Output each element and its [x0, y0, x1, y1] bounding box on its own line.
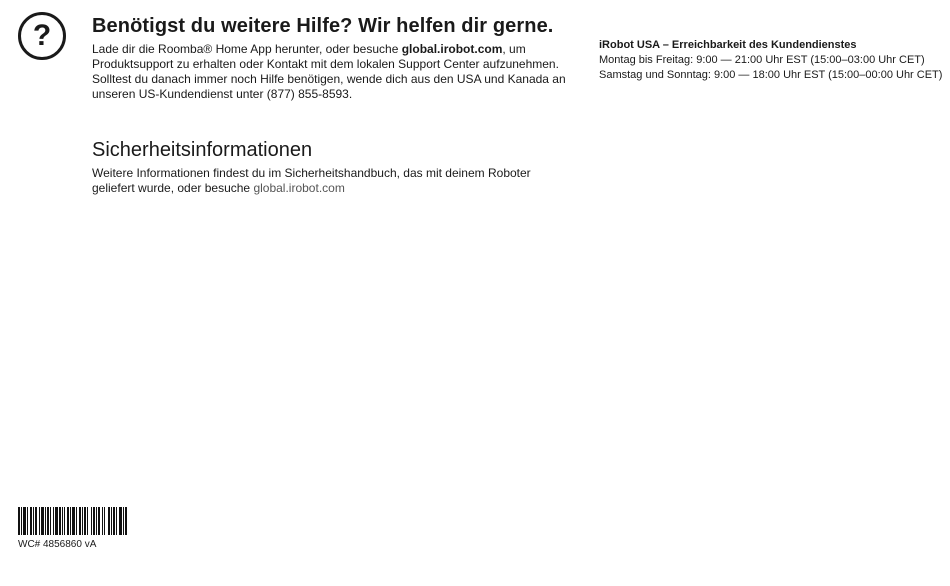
safety-paragraph [92, 166, 572, 196]
barcode-bar [111, 507, 112, 535]
barcode-bar [21, 507, 22, 535]
help-text-part1: Lade dir die Roomba® Home App herunter, oder besuche [92, 42, 402, 56]
barcode-bar [91, 507, 92, 535]
help-paragraph [92, 42, 572, 102]
safety-heading: Sicherheitsinformationen [92, 139, 313, 161]
barcode-bar [55, 507, 58, 535]
barcode-bar [93, 507, 95, 535]
barcode-bar [62, 507, 63, 535]
barcode-bar [33, 507, 34, 535]
barcode-bar [82, 507, 83, 535]
barcode-bar [53, 507, 54, 535]
help-link[interactable]: global.irobot.com [401, 42, 503, 56]
question-circle-icon: ? [18, 12, 66, 60]
barcode-bar [39, 507, 40, 535]
barcode-bar [116, 507, 117, 535]
barcode-bar [98, 507, 100, 535]
barcode [18, 507, 208, 535]
safety-link[interactable]: global.irobot.com [253, 181, 345, 195]
service-hours-weekdays: Montag bis Freitag: 9:00 — 21:00 Uhr EST (15:00–03:00 Uhr CET) [599, 54, 925, 66]
barcode-bar [72, 507, 75, 535]
barcode-bar [45, 507, 46, 535]
barcode-bar [102, 507, 103, 535]
barcode-bar [23, 507, 26, 535]
barcode-bar [76, 507, 77, 535]
barcode-bar [87, 507, 88, 535]
safety-text: Weitere Informationen findest du im Sicherheitshandbuch, das mit deinem Roboter geliefert wurde, oder besuche [92, 166, 531, 195]
barcode-bar [18, 507, 20, 535]
barcode-bar [59, 507, 61, 535]
barcode-bar [35, 507, 37, 535]
barcode-bar [30, 507, 32, 535]
service-hours-title: iRobot USA – Erreichbarkeit des Kundendienstes [599, 39, 857, 51]
barcode-bar [50, 507, 51, 535]
barcode-bar [47, 507, 49, 535]
barcode-bar [125, 507, 127, 535]
barcode-bar [113, 507, 115, 535]
barcode-bar [119, 507, 122, 535]
barcode-bar [123, 507, 124, 535]
barcode-bar [70, 507, 71, 535]
service-hours-weekend: Samstag und Sonntag: 9:00 — 18:00 Uhr EST (15:00–00:00 Uhr CET) [599, 69, 943, 81]
help-heading: Benötigst du weitere Hilfe? Wir helfen dir gerne. [92, 15, 554, 37]
help-text-part2: , um Produktsupport zu erhalten oder Kontakt mit dem lokalen Support Center aufzunehmen. Solltest du danach immer noch Hilfe benötigen, wende dich aus den USA und Kanada an unseren US-Kundendienst unter (877) 855-8593. [92, 42, 566, 101]
barcode-bar [67, 507, 69, 535]
main-content [92, 14, 572, 196]
barcode-bar [96, 507, 97, 535]
barcode-bar [108, 507, 110, 535]
barcode-bar [79, 507, 81, 535]
service-hours [599, 38, 944, 83]
barcode-bar [84, 507, 86, 535]
barcode-bar [64, 507, 65, 535]
barcode-bar [41, 507, 44, 535]
barcode-bar [104, 507, 105, 535]
barcode-bar [27, 507, 28, 535]
wc-code: WC# 4856860 vA [18, 539, 97, 550]
